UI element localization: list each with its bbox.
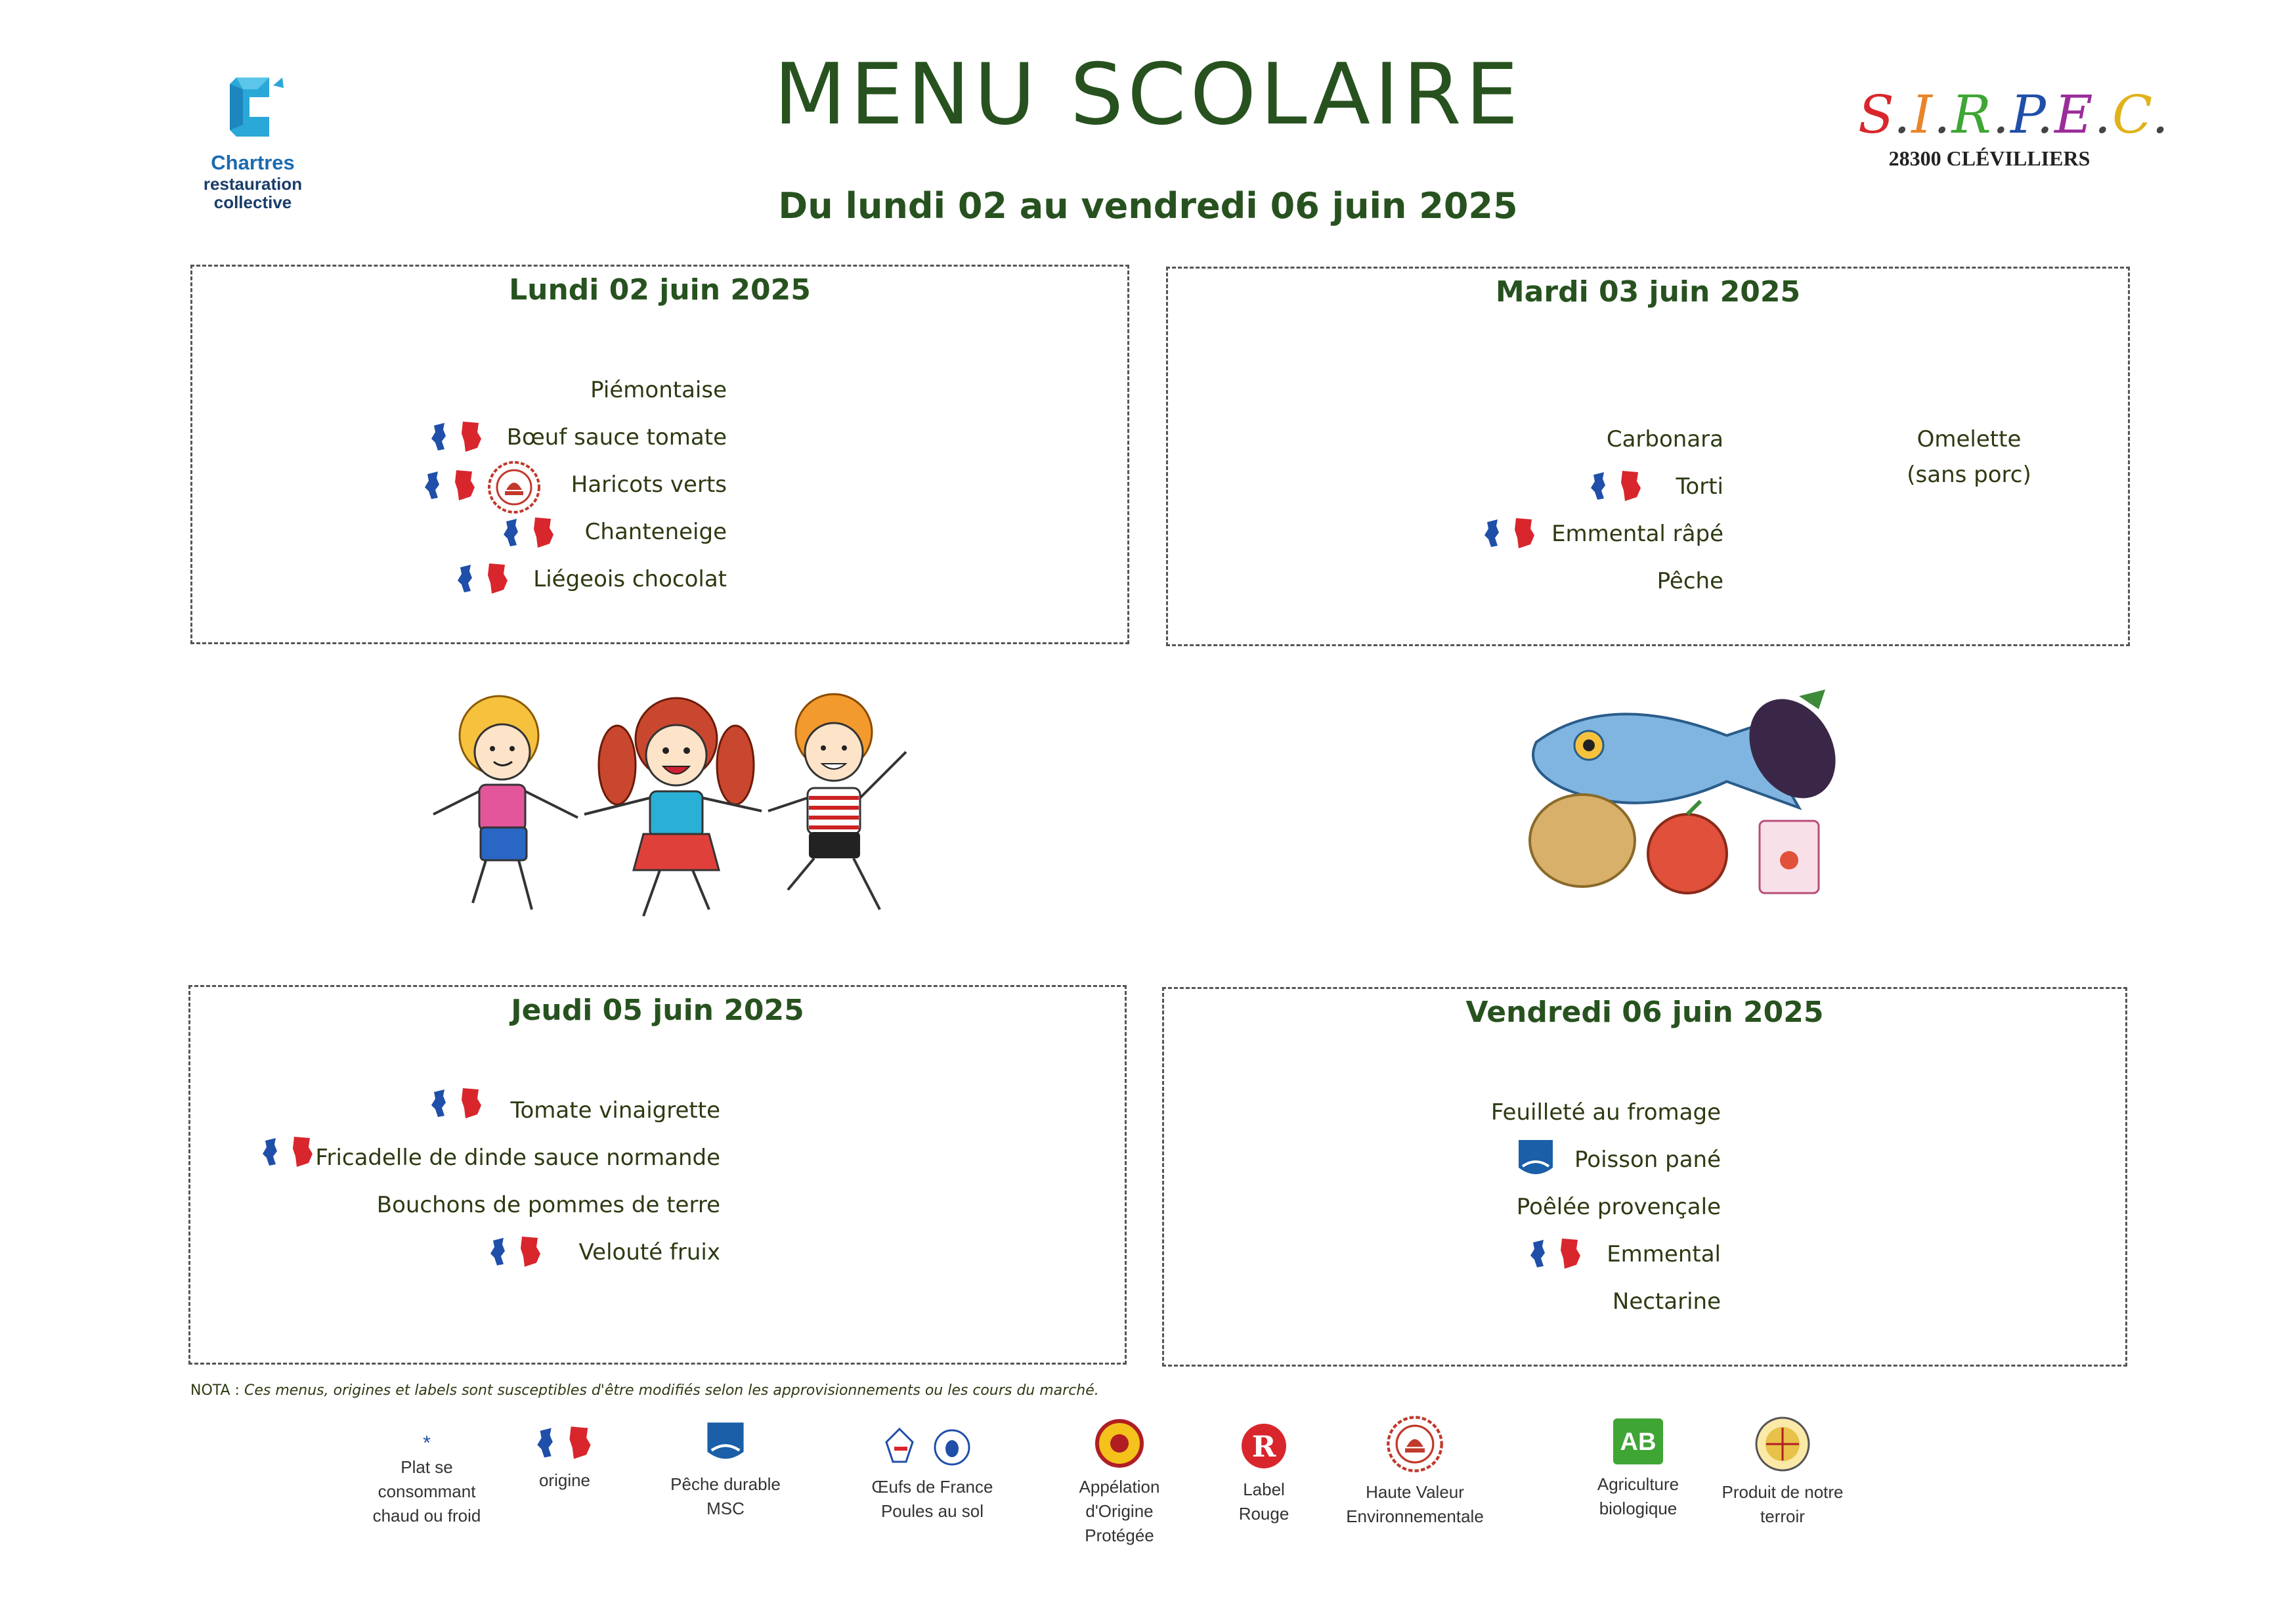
dish-emmental-rape: Emmental râpé <box>1551 521 1723 547</box>
legend-label: Protégée <box>1085 1525 1154 1545</box>
day-title-thursday: Jeudi 05 juin 2025 <box>511 994 804 1027</box>
legend-hve <box>1333 1415 1497 1529</box>
sirpec-letter: . <box>1934 84 1952 145</box>
legend-label: chaud ou froid <box>372 1506 481 1525</box>
logo-line-collective: collective <box>213 192 292 212</box>
legend-label: Appélation <box>1079 1477 1160 1497</box>
dish-tomate-vinaigrette: Tomate vinaigrette <box>510 1097 720 1124</box>
legend-msc <box>650 1420 801 1521</box>
dish-nectarine: Nectarine <box>1612 1288 1721 1315</box>
oeufs-de-france-icon <box>880 1422 985 1468</box>
french-origin-flag-icon <box>429 419 485 454</box>
french-origin-flag-icon <box>488 1234 544 1269</box>
legend-chaud-ou-froid <box>355 1432 499 1528</box>
sirpec-letter: . <box>2036 84 2055 145</box>
dish-carbonara: Carbonara <box>1606 426 1723 452</box>
french-origin-flag-icon <box>1482 516 1538 551</box>
legend-origine <box>512 1424 617 1493</box>
day-box-thursday <box>188 985 1127 1365</box>
logo-line-restauration: restauration <box>203 174 303 194</box>
dish-fricadelle-de-dinde: Fricadelle de dinde sauce normande <box>315 1145 720 1171</box>
legend-label: terroir <box>1760 1506 1805 1526</box>
msc-icon <box>704 1420 747 1466</box>
sirpec-letter: . <box>2152 84 2170 145</box>
legend-label: Label <box>1243 1480 1285 1499</box>
children-illustration <box>420 693 932 942</box>
legend-label: Environnementale <box>1346 1506 1484 1526</box>
sirpec-letter: R <box>1951 84 1993 145</box>
legend-label: Produit de notre <box>1722 1482 1844 1502</box>
dish-boeuf-sauce-tomate: Bœuf sauce tomate <box>506 424 727 450</box>
dish-piemontaise: Piémontaise <box>590 377 727 403</box>
nota-disclaimer <box>190 1382 1099 1399</box>
french-origin-flag-icon <box>1528 1236 1584 1271</box>
sirpec-letter: C <box>2112 84 2152 145</box>
legend-label: Haute Valeur <box>1366 1482 1464 1502</box>
dish-torti: Torti <box>1676 473 1723 500</box>
hve-icon <box>1385 1415 1444 1474</box>
day-box-monday <box>190 265 1129 644</box>
dish-bouchons-pommes-de-terre: Bouchons de pommes de terre <box>376 1192 720 1218</box>
msc-icon <box>1516 1137 1555 1181</box>
legend-produit-terroir <box>1707 1415 1858 1529</box>
logo-line-chartres: Chartres <box>211 151 295 174</box>
legend-oeufs-de-france <box>854 1422 1011 1524</box>
nota-label: NOTA : <box>190 1382 240 1399</box>
dish-poisson-pane: Poisson pané <box>1574 1147 1721 1173</box>
sirpec-letter: I <box>1911 84 1934 145</box>
french-flag-icon <box>534 1424 595 1462</box>
legend-label: Pêche durable <box>670 1474 781 1494</box>
dish-haricots-verts: Haricots verts <box>571 472 727 498</box>
legend-label: biologique <box>1599 1499 1678 1518</box>
french-origin-flag-icon <box>501 515 557 550</box>
page-subtitle: Du lundi 02 au vendredi 06 juin 2025 <box>778 185 1518 227</box>
dish-peche: Pêche <box>1657 568 1723 594</box>
legend-label: Rouge <box>1238 1504 1289 1524</box>
french-origin-flag-icon <box>429 1086 485 1121</box>
legend-label: Agriculture <box>1597 1474 1679 1494</box>
legend-label: MSC <box>706 1499 745 1518</box>
legend-label: Plat se <box>401 1457 453 1477</box>
ab-letters: AB <box>1620 1428 1657 1456</box>
dish-omelette: Omelette <box>1917 426 2022 452</box>
legend-label: Poules au sol <box>880 1501 984 1521</box>
legend-label: d'Origine <box>1085 1501 1154 1521</box>
page-title: MENU SCOLAIRE <box>773 46 1523 144</box>
sirpec-logo <box>1858 84 2170 171</box>
dish-feuillete-au-fromage: Feuilleté au fromage <box>1490 1099 1721 1126</box>
terroir-icon <box>1753 1415 1812 1474</box>
dish-liegeois-chocolat: Liégeois chocolat <box>533 566 727 592</box>
legend-label-rouge <box>1218 1421 1310 1526</box>
nota-text: Ces menus, origines et labels sont susceptibles d'être modifiés selon les approvisionnements ou les cours du marché. <box>244 1382 1099 1399</box>
day-box-friday <box>1162 987 2127 1367</box>
day-title-friday: Vendredi 06 juin 2025 <box>1465 996 1824 1029</box>
legend-label: Œufs de France <box>871 1477 993 1497</box>
legend-aop <box>1051 1418 1188 1548</box>
legend-agriculture-biologique <box>1569 1417 1707 1521</box>
sirpec-letter: E <box>2054 84 2094 145</box>
day-title-monday: Lundi 02 juin 2025 <box>509 273 811 307</box>
sirpec-letter: P <box>2010 84 2037 145</box>
food-illustration <box>1510 690 1878 900</box>
hve-icon <box>487 460 542 515</box>
day-title-tuesday: Mardi 03 juin 2025 <box>1495 275 1801 309</box>
ab-icon <box>1612 1417 1664 1466</box>
french-origin-flag-icon <box>455 561 511 596</box>
sirpec-letter: . <box>1893 84 1912 145</box>
sirpec-name <box>1858 84 2170 145</box>
french-origin-flag-icon <box>260 1134 316 1170</box>
day-box-tuesday <box>1166 267 2130 646</box>
dish-veloute-fruix: Velouté fruix <box>578 1239 720 1265</box>
dish-emmental: Emmental <box>1607 1241 1721 1267</box>
sirpec-letter: . <box>1992 84 2011 145</box>
dish-chanteneige: Chanteneige <box>584 519 727 545</box>
sirpec-letter: . <box>2094 84 2113 145</box>
french-origin-flag-icon <box>422 468 479 503</box>
label-rouge-icon <box>1238 1421 1290 1471</box>
aop-icon <box>1094 1418 1144 1468</box>
dish-sans-porc: (sans porc) <box>1907 462 2031 488</box>
asterisk-icon: * <box>423 1432 431 1454</box>
dish-poelee-provencale: Poêlée provençale <box>1516 1194 1721 1220</box>
label-rouge-letter: R <box>1251 1430 1276 1464</box>
legend-label: origine <box>538 1470 591 1490</box>
french-origin-flag-icon <box>1588 468 1645 504</box>
legend-label: consommant <box>378 1481 476 1501</box>
sirpec-city: 28300 CLÉVILLIERS <box>1888 146 2090 170</box>
sirpec-letter: S <box>1858 84 1894 145</box>
